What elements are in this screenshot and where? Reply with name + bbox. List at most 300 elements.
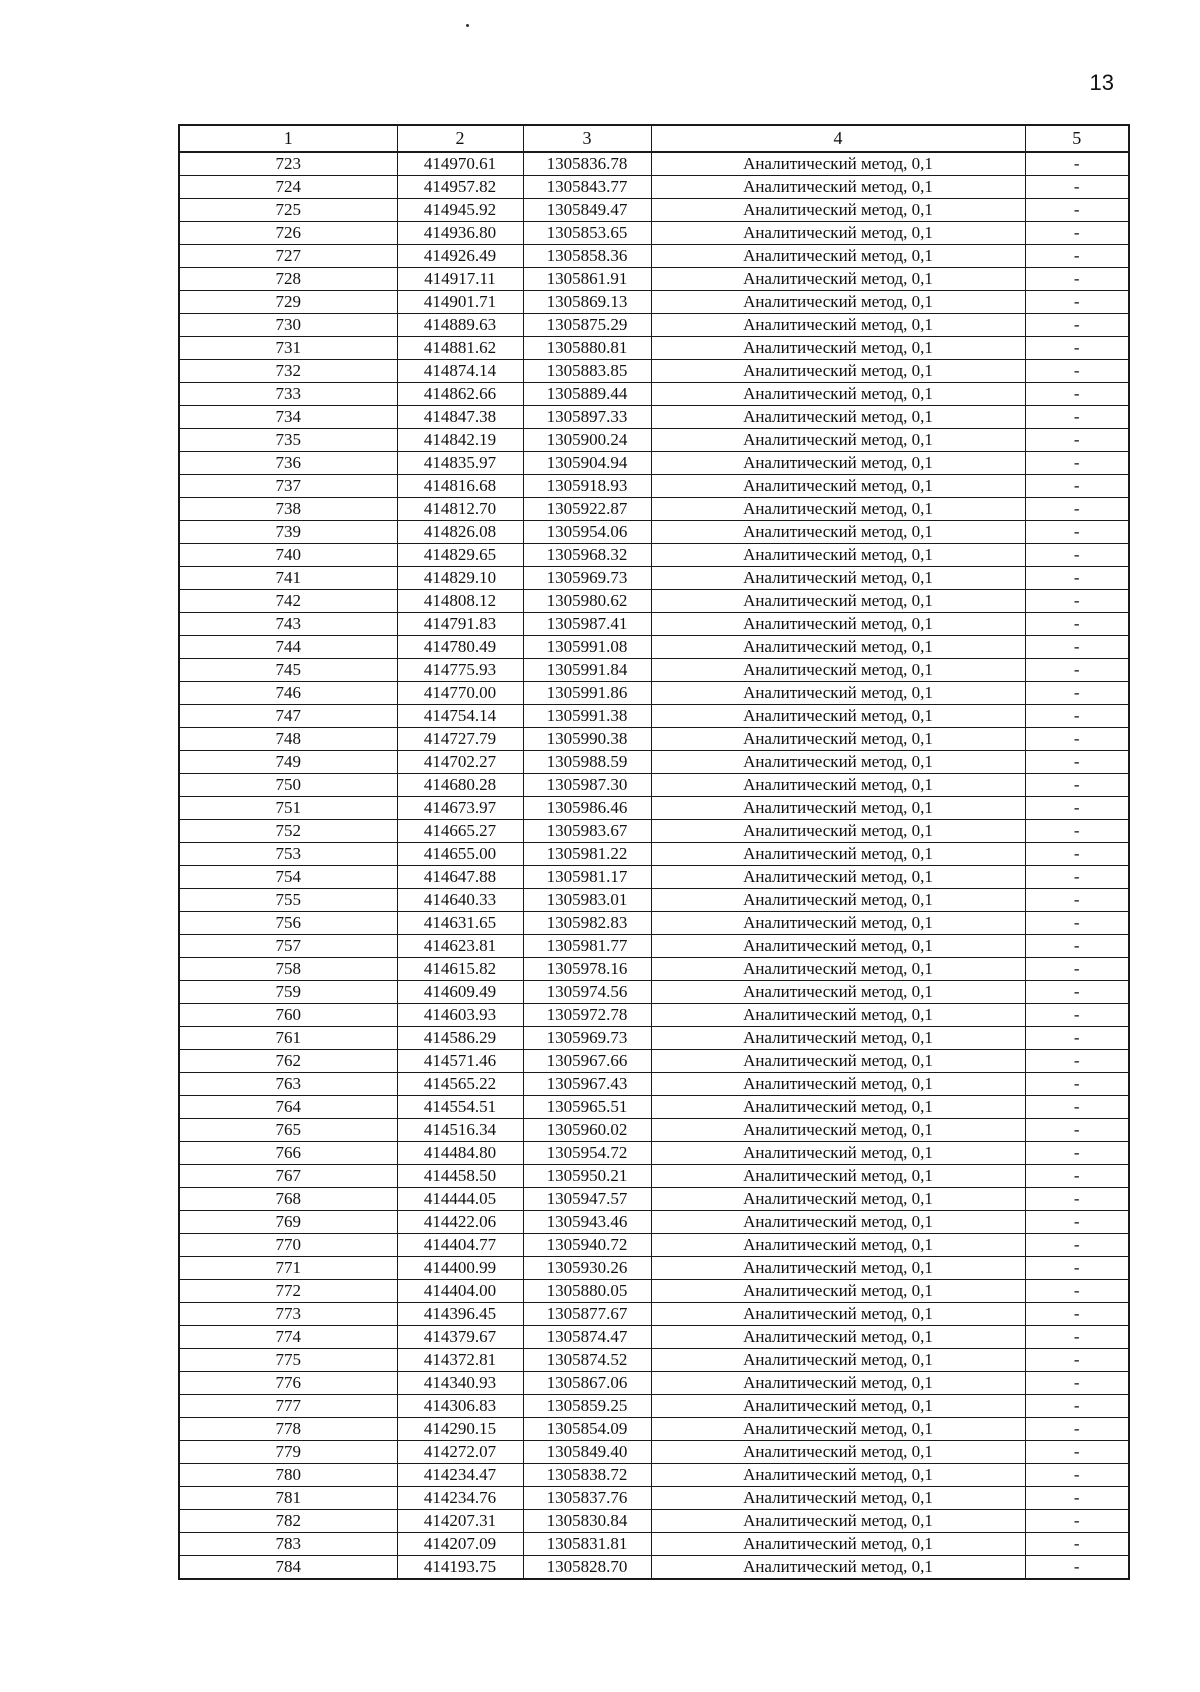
table-row [179,498,1129,521]
note-cell: - [1025,1372,1129,1395]
y-coordinate-cell: 1305858.36 [523,245,651,268]
header-col-2: 2 [397,125,523,152]
point-number-cell: 742 [179,590,397,613]
y-coordinate-cell: 1305991.84 [523,659,651,682]
note-cell: - [1025,268,1129,291]
x-coordinate-cell: 414631.65 [397,912,523,935]
point-number-cell: 728 [179,268,397,291]
point-number-cell: 751 [179,797,397,820]
y-coordinate-cell: 1305874.47 [523,1326,651,1349]
point-number-cell: 724 [179,176,397,199]
y-coordinate-cell: 1305900.24 [523,429,651,452]
table-row [179,1487,1129,1510]
x-coordinate-cell: 414340.93 [397,1372,523,1395]
point-number-cell: 777 [179,1395,397,1418]
point-number-cell: 747 [179,705,397,728]
note-cell: - [1025,751,1129,774]
point-number-cell: 764 [179,1096,397,1119]
note-cell: - [1025,1418,1129,1441]
note-cell: - [1025,590,1129,613]
method-cell: Аналитический метод, 0,1 [651,475,1025,498]
x-coordinate-cell: 414640.33 [397,889,523,912]
x-coordinate-cell: 414835.97 [397,452,523,475]
x-coordinate-cell: 414889.63 [397,314,523,337]
method-cell: Аналитический метод, 0,1 [651,935,1025,958]
point-number-cell: 739 [179,521,397,544]
table-row [179,1142,1129,1165]
note-cell: - [1025,1510,1129,1533]
table-row [179,337,1129,360]
x-coordinate-cell: 414881.62 [397,337,523,360]
table-row [179,314,1129,337]
table-row [179,567,1129,590]
y-coordinate-cell: 1305883.85 [523,360,651,383]
point-number-cell: 779 [179,1441,397,1464]
note-cell: - [1025,498,1129,521]
y-coordinate-cell: 1305867.06 [523,1372,651,1395]
y-coordinate-cell: 1305967.66 [523,1050,651,1073]
point-number-cell: 769 [179,1211,397,1234]
y-coordinate-cell: 1305877.67 [523,1303,651,1326]
y-coordinate-cell: 1305968.32 [523,544,651,567]
table-row [179,1119,1129,1142]
method-cell: Аналитический метод, 0,1 [651,613,1025,636]
table-row [179,820,1129,843]
note-cell: - [1025,1073,1129,1096]
page-number: 13 [1089,70,1114,95]
note-cell: - [1025,1487,1129,1510]
method-cell: Аналитический метод, 0,1 [651,1165,1025,1188]
y-coordinate-cell: 1305880.81 [523,337,651,360]
method-cell: Аналитический метод, 0,1 [651,1119,1025,1142]
table-row [179,383,1129,406]
point-number-cell: 738 [179,498,397,521]
y-coordinate-cell: 1305918.93 [523,475,651,498]
x-coordinate-cell: 414306.83 [397,1395,523,1418]
y-coordinate-cell: 1305980.62 [523,590,651,613]
note-cell: - [1025,1188,1129,1211]
table-row [179,1165,1129,1188]
table-row [179,1004,1129,1027]
x-coordinate-cell: 414770.00 [397,682,523,705]
method-cell: Аналитический метод, 0,1 [651,268,1025,291]
table-row [179,1073,1129,1096]
method-cell: Аналитический метод, 0,1 [651,152,1025,176]
method-cell: Аналитический метод, 0,1 [651,705,1025,728]
method-cell: Аналитический метод, 0,1 [651,1372,1025,1395]
method-cell: Аналитический метод, 0,1 [651,728,1025,751]
x-coordinate-cell: 414234.76 [397,1487,523,1510]
method-cell: Аналитический метод, 0,1 [651,1326,1025,1349]
y-coordinate-cell: 1305991.38 [523,705,651,728]
y-coordinate-cell: 1305880.05 [523,1280,651,1303]
method-cell: Аналитический метод, 0,1 [651,912,1025,935]
note-cell: - [1025,1165,1129,1188]
x-coordinate-cell: 414603.93 [397,1004,523,1027]
y-coordinate-cell: 1305987.30 [523,774,651,797]
note-cell: - [1025,1441,1129,1464]
header-col-4: 4 [651,125,1025,152]
y-coordinate-cell: 1305853.65 [523,222,651,245]
note-cell: - [1025,1027,1129,1050]
table-row [179,889,1129,912]
method-cell: Аналитический метод, 0,1 [651,199,1025,222]
table-row [179,1050,1129,1073]
point-number-cell: 780 [179,1464,397,1487]
y-coordinate-cell: 1305981.22 [523,843,651,866]
y-coordinate-cell: 1305843.77 [523,176,651,199]
method-cell: Аналитический метод, 0,1 [651,429,1025,452]
method-cell: Аналитический метод, 0,1 [651,1234,1025,1257]
table-row [179,751,1129,774]
method-cell: Аналитический метод, 0,1 [651,1050,1025,1073]
x-coordinate-cell: 414917.11 [397,268,523,291]
point-number-cell: 744 [179,636,397,659]
y-coordinate-cell: 1305954.72 [523,1142,651,1165]
x-coordinate-cell: 414847.38 [397,406,523,429]
method-cell: Аналитический метод, 0,1 [651,1257,1025,1280]
method-cell: Аналитический метод, 0,1 [651,958,1025,981]
x-coordinate-cell: 414775.93 [397,659,523,682]
table-body [179,152,1129,1579]
note-cell: - [1025,544,1129,567]
method-cell: Аналитический метод, 0,1 [651,636,1025,659]
x-coordinate-cell: 414234.47 [397,1464,523,1487]
y-coordinate-cell: 1305986.46 [523,797,651,820]
table-row [179,981,1129,1004]
method-cell: Аналитический метод, 0,1 [651,567,1025,590]
point-number-cell: 732 [179,360,397,383]
note-cell: - [1025,981,1129,1004]
x-coordinate-cell: 414655.00 [397,843,523,866]
coordinates-table [178,124,1130,1580]
x-coordinate-cell: 414404.77 [397,1234,523,1257]
method-cell: Аналитический метод, 0,1 [651,1096,1025,1119]
note-cell: - [1025,199,1129,222]
y-coordinate-cell: 1305897.33 [523,406,651,429]
point-number-cell: 726 [179,222,397,245]
y-coordinate-cell: 1305987.41 [523,613,651,636]
y-coordinate-cell: 1305849.47 [523,199,651,222]
point-number-cell: 761 [179,1027,397,1050]
y-coordinate-cell: 1305874.52 [523,1349,651,1372]
point-number-cell: 756 [179,912,397,935]
note-cell: - [1025,1395,1129,1418]
note-cell: - [1025,774,1129,797]
x-coordinate-cell: 414458.50 [397,1165,523,1188]
x-coordinate-cell: 414444.05 [397,1188,523,1211]
method-cell: Аналитический метод, 0,1 [651,590,1025,613]
x-coordinate-cell: 414826.08 [397,521,523,544]
table-row [179,245,1129,268]
y-coordinate-cell: 1305991.86 [523,682,651,705]
point-number-cell: 735 [179,429,397,452]
point-number-cell: 770 [179,1234,397,1257]
point-number-cell: 752 [179,820,397,843]
x-coordinate-cell: 414812.70 [397,498,523,521]
x-coordinate-cell: 414207.09 [397,1533,523,1556]
table-row [179,268,1129,291]
y-coordinate-cell: 1305904.94 [523,452,651,475]
table-row [179,1280,1129,1303]
note-cell: - [1025,843,1129,866]
note-cell: - [1025,1533,1129,1556]
method-cell: Аналитический метод, 0,1 [651,1142,1025,1165]
note-cell: - [1025,567,1129,590]
y-coordinate-cell: 1305974.56 [523,981,651,1004]
header-col-3: 3 [523,125,651,152]
table-row [179,1556,1129,1580]
note-cell: - [1025,429,1129,452]
method-cell: Аналитический метод, 0,1 [651,544,1025,567]
table-row [179,222,1129,245]
note-cell: - [1025,797,1129,820]
note-cell: - [1025,1096,1129,1119]
note-cell: - [1025,659,1129,682]
table-row [179,176,1129,199]
y-coordinate-cell: 1305972.78 [523,1004,651,1027]
x-coordinate-cell: 414484.80 [397,1142,523,1165]
table-row [179,1464,1129,1487]
method-cell: Аналитический метод, 0,1 [651,751,1025,774]
note-cell: - [1025,383,1129,406]
x-coordinate-cell: 414516.34 [397,1119,523,1142]
header-col-5: 5 [1025,125,1129,152]
x-coordinate-cell: 414422.06 [397,1211,523,1234]
note-cell: - [1025,1326,1129,1349]
method-cell: Аналитический метод, 0,1 [651,337,1025,360]
x-coordinate-cell: 414571.46 [397,1050,523,1073]
table-header-row [179,125,1129,152]
note-cell: - [1025,1280,1129,1303]
note-cell: - [1025,613,1129,636]
table-row [179,866,1129,889]
table-row [179,705,1129,728]
scan-dot [466,24,469,27]
table-row [179,1326,1129,1349]
point-number-cell: 734 [179,406,397,429]
note-cell: - [1025,222,1129,245]
point-number-cell: 731 [179,337,397,360]
point-number-cell: 725 [179,199,397,222]
note-cell: - [1025,152,1129,176]
point-number-cell: 723 [179,152,397,176]
point-number-cell: 775 [179,1349,397,1372]
x-coordinate-cell: 414945.92 [397,199,523,222]
point-number-cell: 763 [179,1073,397,1096]
table-row [179,1441,1129,1464]
y-coordinate-cell: 1305981.77 [523,935,651,958]
point-number-cell: 736 [179,452,397,475]
note-cell: - [1025,245,1129,268]
x-coordinate-cell: 414647.88 [397,866,523,889]
y-coordinate-cell: 1305983.01 [523,889,651,912]
table-row [179,452,1129,475]
y-coordinate-cell: 1305982.83 [523,912,651,935]
table-row [179,152,1129,176]
y-coordinate-cell: 1305967.43 [523,1073,651,1096]
method-cell: Аналитический метод, 0,1 [651,245,1025,268]
x-coordinate-cell: 414970.61 [397,152,523,176]
table-row [179,774,1129,797]
point-number-cell: 768 [179,1188,397,1211]
table-row [179,1349,1129,1372]
x-coordinate-cell: 414816.68 [397,475,523,498]
method-cell: Аналитический метод, 0,1 [651,682,1025,705]
y-coordinate-cell: 1305922.87 [523,498,651,521]
point-number-cell: 766 [179,1142,397,1165]
note-cell: - [1025,1556,1129,1580]
x-coordinate-cell: 414207.31 [397,1510,523,1533]
note-cell: - [1025,705,1129,728]
table-row [179,935,1129,958]
y-coordinate-cell: 1305875.29 [523,314,651,337]
note-cell: - [1025,1257,1129,1280]
note-cell: - [1025,521,1129,544]
x-coordinate-cell: 414727.79 [397,728,523,751]
x-coordinate-cell: 414680.28 [397,774,523,797]
note-cell: - [1025,636,1129,659]
y-coordinate-cell: 1305954.06 [523,521,651,544]
x-coordinate-cell: 414829.65 [397,544,523,567]
note-cell: - [1025,176,1129,199]
y-coordinate-cell: 1305965.51 [523,1096,651,1119]
y-coordinate-cell: 1305849.40 [523,1441,651,1464]
table-row [179,682,1129,705]
note-cell: - [1025,958,1129,981]
x-coordinate-cell: 414901.71 [397,291,523,314]
table-row [179,475,1129,498]
y-coordinate-cell: 1305983.67 [523,820,651,843]
table-row [179,1188,1129,1211]
point-number-cell: 755 [179,889,397,912]
method-cell: Аналитический метод, 0,1 [651,1027,1025,1050]
point-number-cell: 784 [179,1556,397,1580]
x-coordinate-cell: 414372.81 [397,1349,523,1372]
method-cell: Аналитический метод, 0,1 [651,1487,1025,1510]
method-cell: Аналитический метод, 0,1 [651,981,1025,1004]
x-coordinate-cell: 414829.10 [397,567,523,590]
x-coordinate-cell: 414926.49 [397,245,523,268]
note-cell: - [1025,1119,1129,1142]
point-number-cell: 772 [179,1280,397,1303]
point-number-cell: 741 [179,567,397,590]
point-number-cell: 748 [179,728,397,751]
table-row [179,613,1129,636]
method-cell: Аналитический метод, 0,1 [651,1211,1025,1234]
point-number-cell: 765 [179,1119,397,1142]
x-coordinate-cell: 414396.45 [397,1303,523,1326]
note-cell: - [1025,866,1129,889]
y-coordinate-cell: 1305836.78 [523,152,651,176]
y-coordinate-cell: 1305991.08 [523,636,651,659]
note-cell: - [1025,314,1129,337]
table-row [179,521,1129,544]
x-coordinate-cell: 414808.12 [397,590,523,613]
point-number-cell: 771 [179,1257,397,1280]
y-coordinate-cell: 1305943.46 [523,1211,651,1234]
x-coordinate-cell: 414400.99 [397,1257,523,1280]
method-cell: Аналитический метод, 0,1 [651,1303,1025,1326]
y-coordinate-cell: 1305889.44 [523,383,651,406]
method-cell: Аналитический метод, 0,1 [651,314,1025,337]
note-cell: - [1025,889,1129,912]
x-coordinate-cell: 414290.15 [397,1418,523,1441]
x-coordinate-cell: 414623.81 [397,935,523,958]
x-coordinate-cell: 414754.14 [397,705,523,728]
x-coordinate-cell: 414862.66 [397,383,523,406]
point-number-cell: 737 [179,475,397,498]
x-coordinate-cell: 414615.82 [397,958,523,981]
table-row [179,728,1129,751]
table-row [179,590,1129,613]
method-cell: Аналитический метод, 0,1 [651,383,1025,406]
table-row [179,429,1129,452]
y-coordinate-cell: 1305988.59 [523,751,651,774]
x-coordinate-cell: 414957.82 [397,176,523,199]
y-coordinate-cell: 1305981.17 [523,866,651,889]
method-cell: Аналитический метод, 0,1 [651,1533,1025,1556]
x-coordinate-cell: 414673.97 [397,797,523,820]
method-cell: Аналитический метод, 0,1 [651,176,1025,199]
point-number-cell: 743 [179,613,397,636]
table-row [179,636,1129,659]
point-number-cell: 759 [179,981,397,1004]
note-cell: - [1025,291,1129,314]
point-number-cell: 740 [179,544,397,567]
note-cell: - [1025,475,1129,498]
note-cell: - [1025,360,1129,383]
y-coordinate-cell: 1305830.84 [523,1510,651,1533]
method-cell: Аналитический метод, 0,1 [651,1004,1025,1027]
note-cell: - [1025,1349,1129,1372]
y-coordinate-cell: 1305969.73 [523,567,651,590]
table-row [179,1533,1129,1556]
method-cell: Аналитический метод, 0,1 [651,797,1025,820]
method-cell: Аналитический метод, 0,1 [651,1395,1025,1418]
point-number-cell: 760 [179,1004,397,1027]
x-coordinate-cell: 414609.49 [397,981,523,1004]
y-coordinate-cell: 1305940.72 [523,1234,651,1257]
method-cell: Аналитический метод, 0,1 [651,659,1025,682]
y-coordinate-cell: 1305947.57 [523,1188,651,1211]
table-row [179,291,1129,314]
point-number-cell: 774 [179,1326,397,1349]
note-cell: - [1025,682,1129,705]
y-coordinate-cell: 1305978.16 [523,958,651,981]
x-coordinate-cell: 414193.75 [397,1556,523,1580]
y-coordinate-cell: 1305969.73 [523,1027,651,1050]
y-coordinate-cell: 1305950.21 [523,1165,651,1188]
method-cell: Аналитический метод, 0,1 [651,360,1025,383]
point-number-cell: 762 [179,1050,397,1073]
table-row [179,1096,1129,1119]
method-cell: Аналитический метод, 0,1 [651,452,1025,475]
x-coordinate-cell: 414702.27 [397,751,523,774]
method-cell: Аналитический метод, 0,1 [651,521,1025,544]
y-coordinate-cell: 1305854.09 [523,1418,651,1441]
y-coordinate-cell: 1305828.70 [523,1556,651,1580]
y-coordinate-cell: 1305838.72 [523,1464,651,1487]
point-number-cell: 773 [179,1303,397,1326]
table-row [179,797,1129,820]
y-coordinate-cell: 1305930.26 [523,1257,651,1280]
table-row [179,1510,1129,1533]
method-cell: Аналитический метод, 0,1 [651,1349,1025,1372]
table-row [179,912,1129,935]
point-number-cell: 776 [179,1372,397,1395]
x-coordinate-cell: 414791.83 [397,613,523,636]
